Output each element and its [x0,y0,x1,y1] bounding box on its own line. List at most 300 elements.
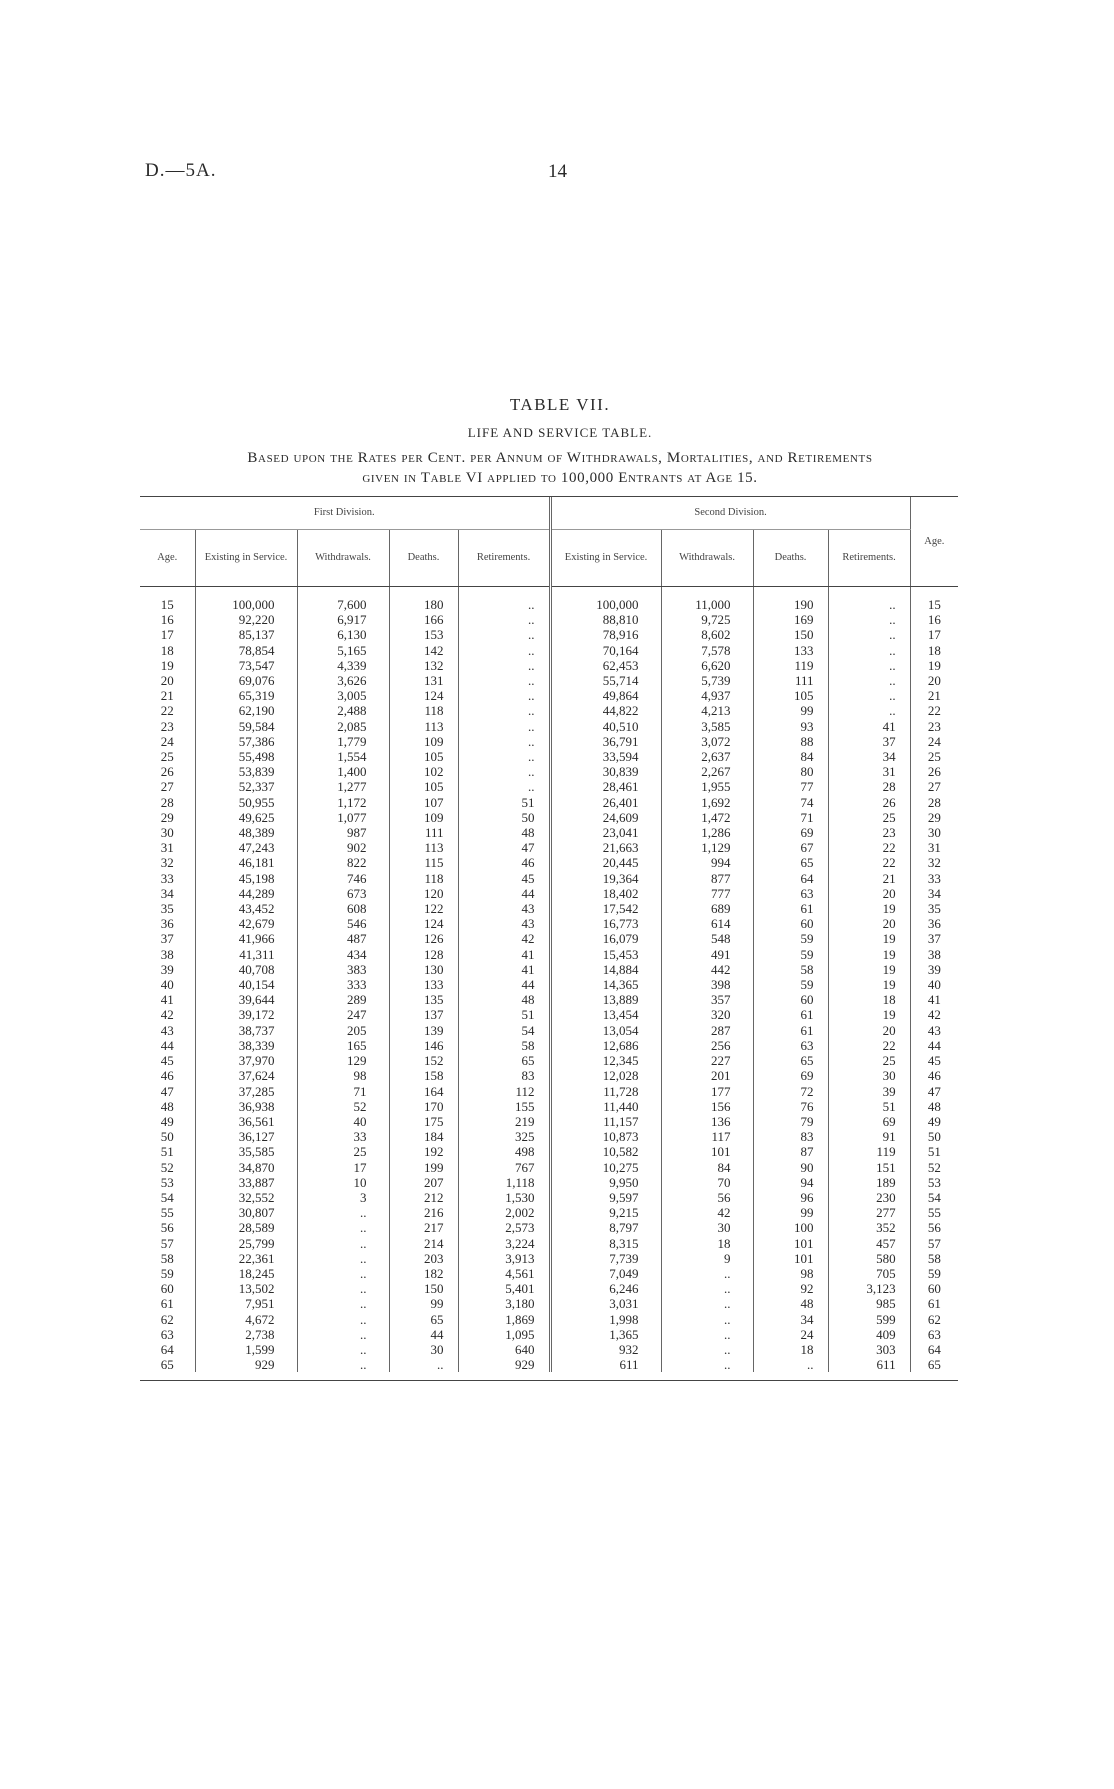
cell-deaths-first: 184 [389,1129,458,1144]
cell-age-right: 52 [927,1159,941,1175]
cell-retirements-first: 58 [458,1038,550,1053]
cell-withdrawals-first: 205 [297,1023,389,1038]
cell-existing-first: 37,624 [195,1068,297,1083]
cell-existing-second: 6,246 [550,1281,661,1296]
cell-retirements-second: 985 [828,1296,910,1311]
cell-retirements-first: 45 [458,871,550,886]
cell-deaths-second: 61 [753,1007,828,1022]
cell-existing-first: 42,679 [195,916,297,931]
cell-withdrawals-second: .. [661,1296,753,1311]
cell-deaths-first: 146 [389,1038,458,1053]
cell-age: 44 [140,1038,195,1053]
cell-retirements-first: 4,561 [458,1266,550,1281]
cell-retirements-second: .. [828,612,910,627]
cell-withdrawals-first: .. [297,1327,389,1342]
table-row [140,1175,958,1190]
table-label: TABLE VII. [509,395,611,414]
cell-existing-second: 12,345 [550,1053,661,1068]
cell-deaths-second: 119 [753,658,828,673]
cell-existing-second: 8,315 [550,1236,661,1251]
cell-existing-first: 7,951 [195,1296,297,1311]
cell-age: 35 [140,901,195,916]
cell-withdrawals-second: 287 [661,1023,753,1038]
cell-deaths-second: 24 [753,1327,828,1342]
cell-retirements-first: 46 [458,855,550,870]
cell-retirements-first: 640 [458,1342,550,1357]
cell-retirements-first: 3,180 [458,1296,550,1311]
cell-age-right: 62 [927,1311,941,1327]
cell-deaths-second: 83 [753,1129,828,1144]
table-row [140,916,958,931]
cell-age: 42 [140,1007,195,1022]
cell-retirements-second: 457 [828,1236,910,1251]
cell-retirements-second: .. [828,643,910,658]
cell-deaths-first: 135 [389,992,458,1007]
table-row [140,1296,958,1311]
cell-age-right: 49 [927,1113,941,1129]
cell-existing-second: 14,365 [550,977,661,992]
cell-deaths-first: 118 [389,871,458,886]
table-row [140,1251,958,1266]
cell-retirements-second: 189 [828,1175,910,1190]
table-row [140,1160,958,1175]
cell-withdrawals-first: 487 [297,931,389,946]
cell-age: 55 [140,1205,195,1220]
cell-retirements-second: 22 [828,840,910,855]
cell-existing-first: 57,386 [195,734,297,749]
cell-withdrawals-second: 5,739 [661,673,753,688]
cell-deaths-first: 65 [389,1312,458,1327]
cell-existing-first: 39,644 [195,992,297,1007]
cell-existing-second: 11,157 [550,1114,661,1129]
table-row [140,992,958,1007]
cell-retirements-first: .. [458,587,550,613]
cell-existing-second: 19,364 [550,871,661,886]
cell-retirements-second: 352 [828,1220,910,1235]
cell-age-right: 56 [927,1220,941,1236]
cell-withdrawals-first: .. [297,1251,389,1266]
cell-age-right: 38 [927,946,941,962]
cell-age: 50 [140,1129,195,1144]
cell-retirements-first: 498 [458,1144,550,1159]
table-row [140,1236,958,1251]
cell-age: 27 [140,779,195,794]
cell-withdrawals-second: 2,267 [661,764,753,779]
cell-age: 64 [140,1342,195,1357]
cell-withdrawals-second: 117 [661,1129,753,1144]
cell-deaths-first: 105 [389,779,458,794]
cell-age-right: 42 [927,1007,941,1023]
table-row [140,688,958,703]
cell-retirements-second: 409 [828,1327,910,1342]
cell-existing-first: 30,807 [195,1205,297,1220]
cell-retirements-first: 54 [458,1023,550,1038]
cell-withdrawals-first: 1,172 [297,795,389,810]
cell-existing-first: 78,854 [195,643,297,658]
cell-withdrawals-second: 101 [661,1144,753,1159]
table-row [140,1068,958,1083]
table-row [140,627,958,642]
table-bottom-rule [140,1380,958,1381]
cell-deaths-second: .. [753,1357,828,1372]
cell-withdrawals-first: .. [297,1312,389,1327]
cell-existing-first: 50,955 [195,795,297,810]
cell-withdrawals-second: 156 [661,1099,753,1114]
cell-deaths-first: 212 [389,1190,458,1205]
cell-deaths-first: 109 [389,810,458,825]
cell-deaths-second: 80 [753,764,828,779]
table-row [140,1084,958,1099]
cell-deaths-first: 128 [389,947,458,962]
cell-retirements-second: 599 [828,1312,910,1327]
cell-existing-second: 7,739 [550,1251,661,1266]
cell-retirements-second: 19 [828,901,910,916]
cell-withdrawals-first: 247 [297,1007,389,1022]
cell-age: 59 [140,1266,195,1281]
cell-deaths-second: 99 [753,703,828,718]
cell-existing-second: 21,663 [550,840,661,855]
cell-deaths-first: 131 [389,673,458,688]
cell-age-right: 53 [927,1174,941,1190]
cell-deaths-second: 61 [753,1023,828,1038]
cell-retirements-first: 2,002 [458,1205,550,1220]
cell-existing-first: 22,361 [195,1251,297,1266]
cell-age-right: 27 [927,779,941,795]
cell-existing-second: 55,714 [550,673,661,688]
table-row [140,886,958,901]
table-row [140,810,958,825]
cell-retirements-first: 929 [458,1357,550,1372]
cell-withdrawals-second: 877 [661,871,753,886]
cell-withdrawals-first: 98 [297,1068,389,1083]
cell-age-right: 58 [927,1250,941,1266]
cell-age: 56 [140,1220,195,1235]
cell-age: 40 [140,977,195,992]
cell-withdrawals-first: 2,085 [297,719,389,734]
cell-age: 24 [140,734,195,749]
cell-deaths-first: 150 [389,1281,458,1296]
cell-existing-second: 11,728 [550,1084,661,1099]
cell-existing-first: 44,289 [195,886,297,901]
cell-retirements-first: 219 [458,1114,550,1129]
cell-deaths-second: 98 [753,1266,828,1281]
cell-withdrawals-first: 3 [297,1190,389,1205]
cell-retirements-first: 65 [458,1053,550,1068]
cell-withdrawals-second: 136 [661,1114,753,1129]
cell-age-right: 47 [927,1083,941,1099]
cell-withdrawals-second: 1,472 [661,810,753,825]
cell-retirements-second: 22 [828,1038,910,1053]
cell-deaths-first: 164 [389,1084,458,1099]
cell-retirements-first: 44 [458,977,550,992]
cell-withdrawals-first: 608 [297,901,389,916]
cell-withdrawals-second: 177 [661,1084,753,1099]
cell-existing-second: 13,054 [550,1023,661,1038]
cell-deaths-second: 92 [753,1281,828,1296]
cell-existing-first: 2,738 [195,1327,297,1342]
cell-existing-first: 34,870 [195,1160,297,1175]
cell-existing-second: 9,950 [550,1175,661,1190]
cell-deaths-second: 190 [753,587,828,613]
cell-deaths-second: 77 [753,779,828,794]
table-row [140,1190,958,1205]
cell-deaths-second: 72 [753,1084,828,1099]
cell-retirements-first: .. [458,779,550,794]
cell-deaths-second: 90 [753,1160,828,1175]
cell-withdrawals-first: 71 [297,1084,389,1099]
cell-age-right: 18 [927,642,941,658]
cell-existing-first: 40,708 [195,962,297,977]
col-deaths-second-header: Deaths. [753,530,828,587]
cell-existing-second: 15,453 [550,947,661,962]
cell-deaths-first: 109 [389,734,458,749]
cell-age: 32 [140,855,195,870]
col-retirements-second-header: Retirements. [828,530,910,587]
cell-age: 65 [140,1357,195,1372]
cell-age: 39 [140,962,195,977]
cell-existing-second: 18,402 [550,886,661,901]
cell-age-right: 48 [927,1098,941,1114]
cell-deaths-second: 64 [753,871,828,886]
cell-deaths-second: 67 [753,840,828,855]
col-existing-second-header: Existing in Service. [550,530,661,587]
cell-retirements-first: 43 [458,901,550,916]
cell-deaths-first: 153 [389,627,458,642]
cell-existing-first: 37,285 [195,1084,297,1099]
cell-age: 53 [140,1175,195,1190]
cell-age: 54 [140,1190,195,1205]
cell-retirements-second: .. [828,627,910,642]
cell-existing-first: 36,938 [195,1099,297,1114]
cell-withdrawals-first: 4,339 [297,658,389,673]
cell-retirements-first: .. [458,764,550,779]
cell-deaths-first: 175 [389,1114,458,1129]
cell-withdrawals-second: 84 [661,1160,753,1175]
cell-existing-second: 40,510 [550,719,661,734]
cell-retirements-first: .. [458,703,550,718]
cell-existing-first: 52,337 [195,779,297,794]
cell-retirements-second: 30 [828,1068,910,1083]
cell-age-right: 16 [927,612,941,628]
cell-age-right: 36 [927,916,941,932]
table-row [140,1312,958,1327]
cell-withdrawals-second: 9 [661,1251,753,1266]
cell-retirements-second: 20 [828,916,910,931]
cell-retirements-second: 39 [828,1084,910,1099]
cell-existing-second: 16,773 [550,916,661,931]
cell-retirements-first: 50 [458,810,550,825]
cell-withdrawals-second: 56 [661,1190,753,1205]
cell-deaths-second: 84 [753,749,828,764]
cell-age: 29 [140,810,195,825]
cell-withdrawals-second: 491 [661,947,753,962]
cell-retirements-second: .. [828,703,910,718]
cell-withdrawals-first: 33 [297,1129,389,1144]
cell-retirements-second: 26 [828,795,910,810]
cell-retirements-second: 580 [828,1251,910,1266]
cell-deaths-second: 96 [753,1190,828,1205]
cell-withdrawals-first: 902 [297,840,389,855]
cell-withdrawals-second: 30 [661,1220,753,1235]
cell-existing-first: 73,547 [195,658,297,673]
cell-withdrawals-second: 8,602 [661,627,753,642]
table-row [140,1007,958,1022]
cell-retirements-first: 51 [458,795,550,810]
cell-withdrawals-second: 9,725 [661,612,753,627]
cell-retirements-second: 611 [828,1357,910,1372]
cell-deaths-first: 102 [389,764,458,779]
cell-retirements-second: 22 [828,855,910,870]
cell-deaths-first: 166 [389,612,458,627]
cell-age: 49 [140,1114,195,1129]
cell-withdrawals-second: 227 [661,1053,753,1068]
table-row [140,871,958,886]
cell-age: 23 [140,719,195,734]
cell-existing-first: 85,137 [195,627,297,642]
cell-existing-second: 12,028 [550,1068,661,1083]
cell-retirements-second: .. [828,688,910,703]
cell-deaths-first: 30 [389,1342,458,1357]
cell-withdrawals-first: 1,077 [297,810,389,825]
cell-deaths-first: 126 [389,931,458,946]
cell-age: 46 [140,1068,195,1083]
col-withdrawals-first-header: Withdrawals. [297,530,389,587]
cell-retirements-first: 47 [458,840,550,855]
cell-retirements-second: 705 [828,1266,910,1281]
cell-retirements-first: 155 [458,1099,550,1114]
cell-withdrawals-second: 1,955 [661,779,753,794]
cell-withdrawals-first: .. [297,1205,389,1220]
cell-age-right: 61 [927,1296,941,1312]
cell-retirements-first: 51 [458,1007,550,1022]
cell-age-right: 26 [927,764,941,780]
cell-existing-second: 10,582 [550,1144,661,1159]
cell-existing-second: 932 [550,1342,661,1357]
cell-age-right: 65 [927,1357,941,1373]
cell-withdrawals-first: .. [297,1281,389,1296]
cell-existing-second: 44,822 [550,703,661,718]
col-retirements-first-header: Retirements. [458,530,550,587]
cell-existing-first: 41,966 [195,931,297,946]
cell-withdrawals-first: 165 [297,1038,389,1053]
cell-existing-first: 65,319 [195,688,297,703]
cell-retirements-second: 151 [828,1160,910,1175]
cell-deaths-second: 74 [753,795,828,810]
cell-existing-first: 13,502 [195,1281,297,1296]
cell-retirements-second: 21 [828,871,910,886]
col-withdrawals-second-header: Withdrawals. [661,530,753,587]
table-row [140,719,958,734]
cell-withdrawals-first: 52 [297,1099,389,1114]
cell-existing-second: 10,873 [550,1129,661,1144]
cell-retirements-first: 48 [458,825,550,840]
cell-retirements-second: 19 [828,977,910,992]
cell-withdrawals-first: 1,554 [297,749,389,764]
cell-existing-first: 46,181 [195,855,297,870]
cell-existing-second: 13,889 [550,992,661,1007]
cell-retirements-second: 31 [828,764,910,779]
cell-withdrawals-first: 10 [297,1175,389,1190]
cell-withdrawals-second: 4,937 [661,688,753,703]
cell-deaths-first: 192 [389,1144,458,1159]
cell-deaths-first: 180 [389,587,458,613]
cell-age-right: 28 [927,794,941,810]
table-subtitle: LIFE AND SERVICE TABLE. [467,425,653,440]
cell-withdrawals-first: .. [297,1220,389,1235]
cell-retirements-first: 2,573 [458,1220,550,1235]
cell-deaths-first: 133 [389,977,458,992]
cell-age: 48 [140,1099,195,1114]
cell-withdrawals-first: 746 [297,871,389,886]
cell-retirements-first: 83 [458,1068,550,1083]
cell-withdrawals-second: 357 [661,992,753,1007]
cell-existing-second: 62,453 [550,658,661,673]
cell-existing-first: 36,561 [195,1114,297,1129]
cell-age: 58 [140,1251,195,1266]
cell-retirements-second: 119 [828,1144,910,1159]
cell-retirements-first: 767 [458,1160,550,1175]
table-row [140,658,958,673]
cell-withdrawals-second: 442 [661,962,753,977]
cell-deaths-second: 69 [753,1068,828,1083]
cell-withdrawals-first: .. [297,1342,389,1357]
cell-withdrawals-first: .. [297,1236,389,1251]
cell-age: 33 [140,871,195,886]
table-row [140,703,958,718]
cell-withdrawals-second: .. [661,1327,753,1342]
cell-retirements-first: 5,401 [458,1281,550,1296]
cell-deaths-second: 65 [753,855,828,870]
table-row [140,977,958,992]
cell-deaths-first: 170 [389,1099,458,1114]
cell-existing-first: 1,599 [195,1342,297,1357]
cell-retirements-first: .. [458,673,550,688]
cell-retirements-second: 41 [828,719,910,734]
cell-retirements-first: 3,913 [458,1251,550,1266]
cell-age: 57 [140,1236,195,1251]
cell-existing-first: 929 [195,1357,297,1372]
cell-age-right: 15 [927,597,941,612]
cell-existing-second: 12,686 [550,1038,661,1053]
cell-retirements-second: 19 [828,947,910,962]
cell-retirements-first: 48 [458,992,550,1007]
cell-age-right: 23 [927,718,941,734]
cell-withdrawals-first: 333 [297,977,389,992]
cell-deaths-first: 130 [389,962,458,977]
cell-deaths-first: 124 [389,688,458,703]
cell-withdrawals-first: 6,130 [297,627,389,642]
cell-existing-first: 33,887 [195,1175,297,1190]
cell-retirements-first: 3,224 [458,1236,550,1251]
cell-existing-first: 32,552 [195,1190,297,1205]
cell-existing-second: 8,797 [550,1220,661,1235]
table-row [140,1114,958,1129]
cell-deaths-first: 120 [389,886,458,901]
age-header-right: Age. [910,497,958,587]
cell-existing-first: 40,154 [195,977,297,992]
cell-retirements-second: 25 [828,1053,910,1068]
table-row [140,612,958,627]
cell-deaths-first: 99 [389,1296,458,1311]
cell-retirements-second: 277 [828,1205,910,1220]
cell-withdrawals-first: 383 [297,962,389,977]
life-service-table [140,497,958,1372]
cell-withdrawals-second: 1,129 [661,840,753,855]
table-row [140,764,958,779]
cell-deaths-first: .. [389,1357,458,1372]
cell-withdrawals-first: 822 [297,855,389,870]
cell-retirements-first: .. [458,643,550,658]
